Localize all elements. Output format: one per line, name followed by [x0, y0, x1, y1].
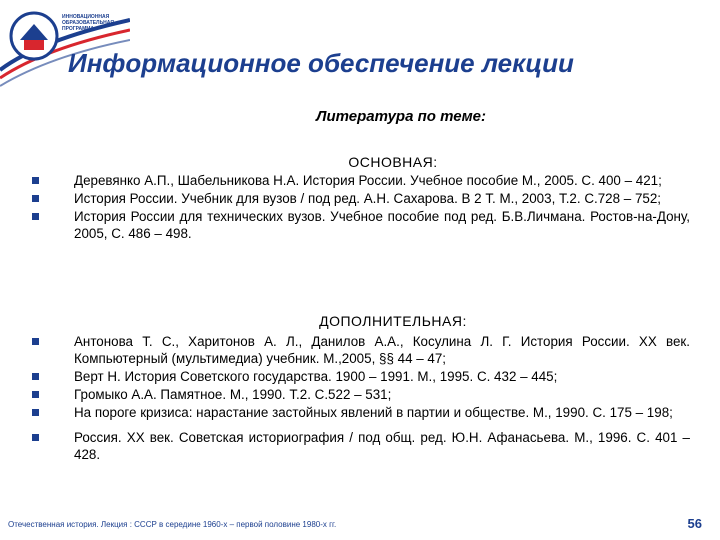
bullet-icon [32, 177, 39, 184]
list-item-text: Громыко А.А. Памятное. М., 1990. Т.2. С.522 – 531; [74, 387, 392, 402]
list-item-text: Россия. XX век. Советская историография / под общ. ред. Ю.Н. Афанасьева. М., 1996. С. 401 – 428. [74, 430, 690, 462]
extra-literature-list [30, 333, 690, 463]
page-subtitle: Литература по теме: [316, 108, 486, 125]
list-item [30, 429, 690, 463]
bullet-icon [32, 391, 39, 398]
main-literature-heading: ОСНОВНАЯ: [348, 154, 438, 170]
logo-line: ИННОВАЦИОННАЯ [62, 14, 110, 20]
bullet-icon [32, 409, 39, 416]
logo-caption [62, 14, 122, 32]
bullet-icon [32, 338, 39, 345]
extra-literature-heading: ДОПОЛНИТЕЛЬНАЯ: [319, 313, 467, 329]
list-item-text: Деревянко А.П., Шабельникова Н.А. История России. Учебное пособие М., 2005. С. 400 – 421; [74, 173, 662, 188]
university-logo [8, 10, 60, 62]
main-literature-list [30, 172, 690, 242]
page-title: Информационное обеспечение лекции [68, 48, 574, 78]
list-item [30, 190, 690, 207]
list-item [30, 368, 690, 385]
logo-line: ОБРАЗОВАТЕЛЬНАЯ [62, 20, 114, 26]
list-item [30, 172, 690, 189]
bullet-icon [32, 373, 39, 380]
logo-line: ПРОГРАММА [62, 26, 95, 32]
list-item-text: История России. Учебник для вузов / под ред. А.Н. Сахарова. В 2 Т. М., 2003, Т.2. С.728 – 752; [74, 191, 662, 206]
list-item [30, 386, 690, 403]
list-item-text: Верт Н. История Советского государства. 1900 – 1991. М., 1995. С. 432 – 445; [74, 369, 558, 384]
page-number: 56 [687, 516, 702, 531]
list-item [30, 208, 690, 242]
list-item-text: Антонова Т. С., Харитонов А. Л., Данилов А.А., Косулина Л. Г. История России. XX век. Компьютерный (мультимедиа) учебник. М.,2005, §§ 44 – 47; [74, 334, 690, 366]
bullet-icon [32, 434, 39, 441]
list-item-text: На пороге кризиса: нарастание застойных явлений в партии и обществе. М., 1990. С. 175 – 198; [74, 405, 673, 420]
list-item [30, 333, 690, 367]
list-item [30, 404, 690, 421]
footer-caption: Отечественная история. Лекция : СССР в середине 1960-х – первой половине 1980-х гг. [8, 520, 337, 529]
list-item-text: История России для технических вузов. Учебное пособие под ред. Б.В.Личмана. Ростов-на-Дону, 2005, С. 486 – 498. [74, 209, 690, 241]
bullet-icon [32, 195, 39, 202]
bullet-icon [32, 213, 39, 220]
